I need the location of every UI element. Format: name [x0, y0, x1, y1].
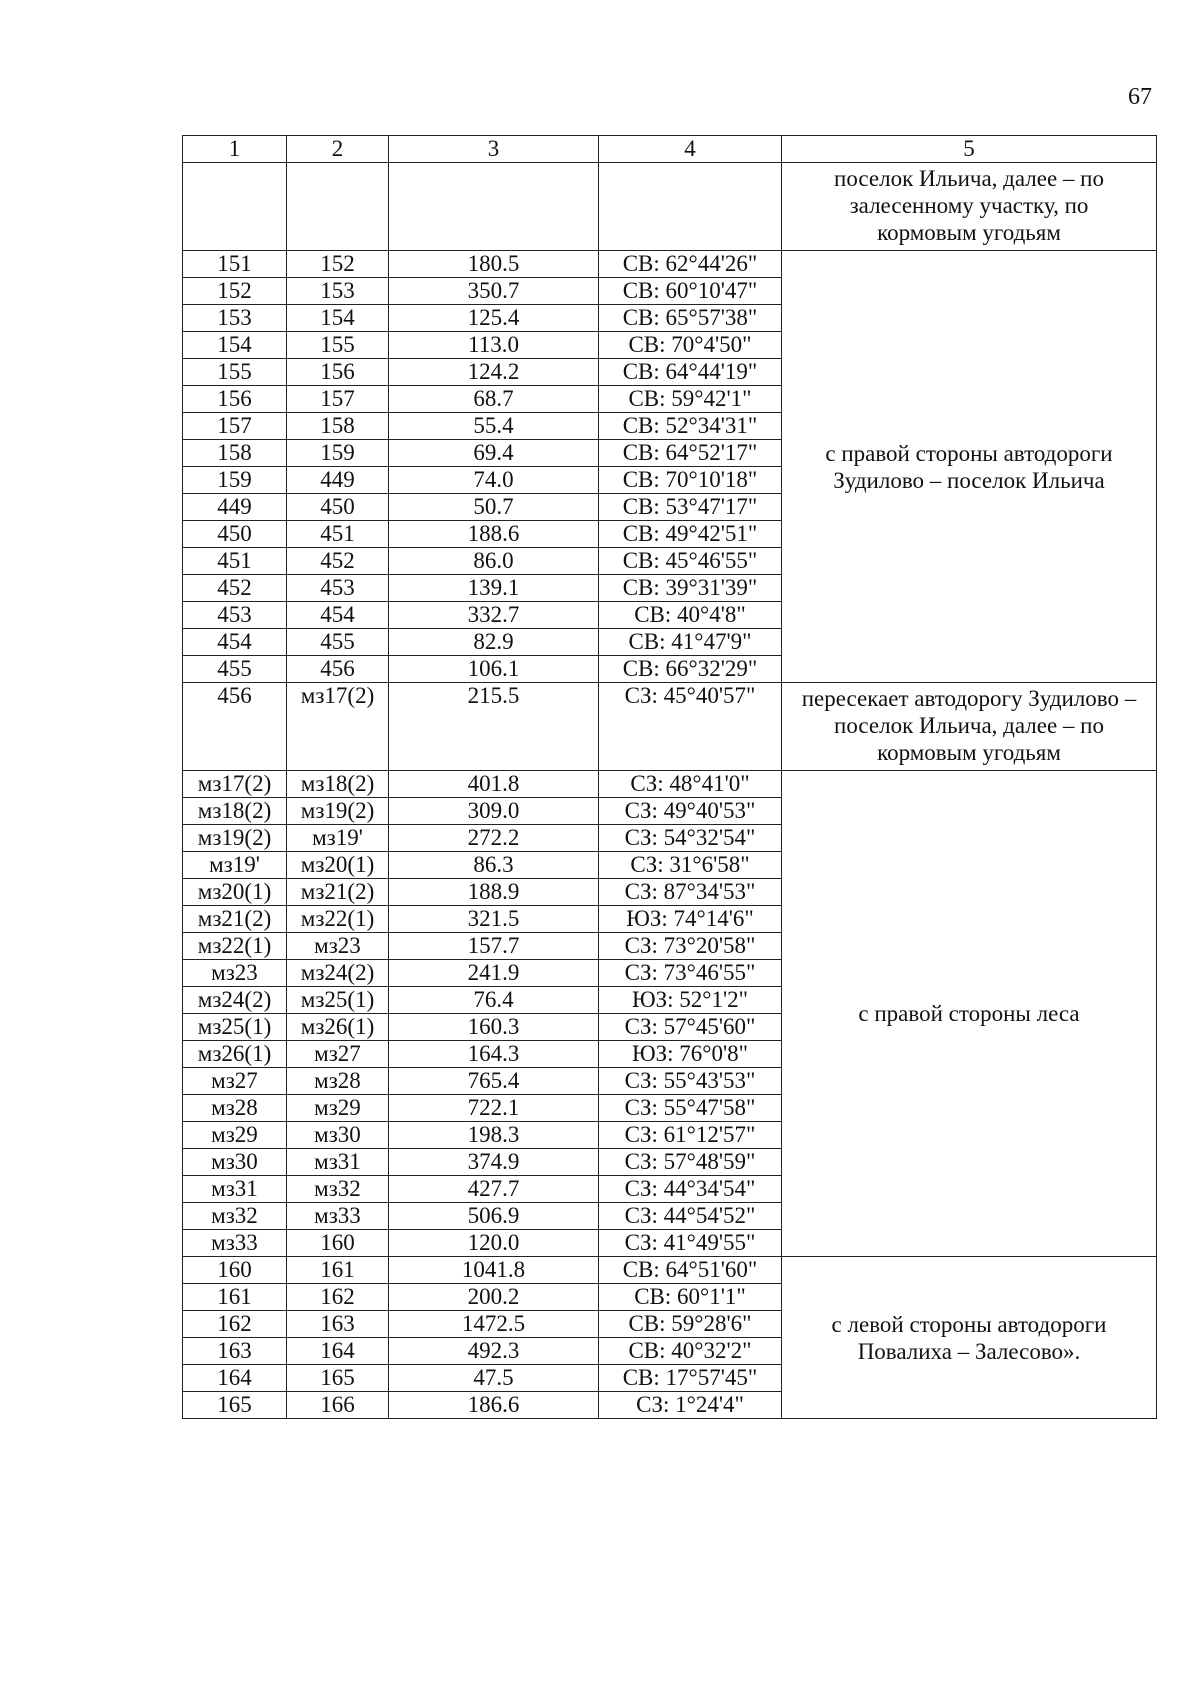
distance: 160.3: [389, 1014, 599, 1041]
to-point: мз29: [287, 1095, 389, 1122]
to-point: мз26(1): [287, 1014, 389, 1041]
to-point: мз25(1): [287, 987, 389, 1014]
distance: 321.5: [389, 906, 599, 933]
from-point: мз33: [183, 1230, 287, 1257]
from-point: 152: [183, 278, 287, 305]
distance: 106.1: [389, 656, 599, 683]
to-point: 166: [287, 1392, 389, 1419]
to-point: 153: [287, 278, 389, 305]
crossing-row: [183, 683, 1157, 771]
from-point: мз24(2): [183, 987, 287, 1014]
bearing: СЗ: 55°43'53": [599, 1068, 782, 1095]
from-point: 159: [183, 467, 287, 494]
distance: 69.4: [389, 440, 599, 467]
to-point: мз18(2): [287, 771, 389, 798]
to-point: мз19(2): [287, 798, 389, 825]
distance: 55.4: [389, 413, 599, 440]
distance: 332.7: [389, 602, 599, 629]
intro-description: поселок Ильича, далее – по залесенному участку, по кормовым угодьям: [782, 163, 1157, 251]
from-point: мз26(1): [183, 1041, 287, 1068]
column-header: 1: [183, 136, 287, 163]
from-point: мз28: [183, 1095, 287, 1122]
bearing: ЮЗ: 52°1'2": [599, 987, 782, 1014]
from-point: мз23: [183, 960, 287, 987]
distance: 1041.8: [389, 1257, 599, 1284]
distance: 157.7: [389, 933, 599, 960]
distance: 427.7: [389, 1176, 599, 1203]
from-point: мз30: [183, 1149, 287, 1176]
column-header: 4: [599, 136, 782, 163]
to-point: мз28: [287, 1068, 389, 1095]
bearing: СВ: 41°47'9": [599, 629, 782, 656]
distance: 82.9: [389, 629, 599, 656]
bearing: СВ: 65°57'38": [599, 305, 782, 332]
bearing: СВ: 40°4'8": [599, 602, 782, 629]
distance: 350.7: [389, 278, 599, 305]
distance: 76.4: [389, 987, 599, 1014]
from-point: 449: [183, 494, 287, 521]
bearing: СВ: 64°44'19": [599, 359, 782, 386]
distance: 125.4: [389, 305, 599, 332]
bearing: СЗ: 31°6'58": [599, 852, 782, 879]
distance: 86.0: [389, 548, 599, 575]
to-point: 159: [287, 440, 389, 467]
from-point: мз29: [183, 1122, 287, 1149]
bearing: СВ: 70°4'50": [599, 332, 782, 359]
bearing: ЮЗ: 74°14'6": [599, 906, 782, 933]
table-row: [183, 1257, 1157, 1284]
table-row: [183, 771, 1157, 798]
table-body: [183, 136, 1157, 1419]
distance: 50.7: [389, 494, 599, 521]
to-point: мз31: [287, 1149, 389, 1176]
bearing: СВ: 64°51'60": [599, 1257, 782, 1284]
from-point: 163: [183, 1338, 287, 1365]
distance: 124.2: [389, 359, 599, 386]
distance: 401.8: [389, 771, 599, 798]
column-header: 2: [287, 136, 389, 163]
bearing: СЗ: 61°12'57": [599, 1122, 782, 1149]
bearing: СЗ: 44°54'52": [599, 1203, 782, 1230]
from-point: мз17(2): [183, 771, 287, 798]
from-point: 162: [183, 1311, 287, 1338]
distance: 186.6: [389, 1392, 599, 1419]
bearing: СВ: 62°44'26": [599, 251, 782, 278]
to-point: мз32: [287, 1176, 389, 1203]
bearing: СВ: 59°42'1": [599, 386, 782, 413]
to-point: 452: [287, 548, 389, 575]
bearing: СЗ: 87°34'53": [599, 879, 782, 906]
to-point: 165: [287, 1365, 389, 1392]
from-point: 452: [183, 575, 287, 602]
from-point: 157: [183, 413, 287, 440]
to-point: 158: [287, 413, 389, 440]
to-point: мз21(2): [287, 879, 389, 906]
bearing: СВ: 59°28'6": [599, 1311, 782, 1338]
bearing: СЗ: 54°32'54": [599, 825, 782, 852]
distance: 241.9: [389, 960, 599, 987]
crossing-description: пересекает автодорогу Зудилово – поселок Ильича, далее – по кормовым угодьям: [782, 683, 1157, 771]
to-point: 157: [287, 386, 389, 413]
to-point: мз27: [287, 1041, 389, 1068]
distance: 1472.5: [389, 1311, 599, 1338]
to-point: 164: [287, 1338, 389, 1365]
distance: 120.0: [389, 1230, 599, 1257]
distance: 215.5: [389, 683, 599, 771]
bearing: СВ: 39°31'39": [599, 575, 782, 602]
from-point: 161: [183, 1284, 287, 1311]
from-point: 164: [183, 1365, 287, 1392]
to-point: мз17(2): [287, 683, 389, 771]
to-point: мз24(2): [287, 960, 389, 987]
boundary-table: [182, 135, 1157, 1419]
from-point: 156: [183, 386, 287, 413]
to-point: мз23: [287, 933, 389, 960]
from-point: 155: [183, 359, 287, 386]
header-row: [183, 136, 1157, 163]
from-point: мз19(2): [183, 825, 287, 852]
road-left-side-description: с левой стороны автодороги Повалиха – Залесово».: [782, 1257, 1157, 1419]
bearing: СВ: 52°34'31": [599, 413, 782, 440]
distance: 47.5: [389, 1365, 599, 1392]
to-point: 154: [287, 305, 389, 332]
to-point: мз33: [287, 1203, 389, 1230]
from-point: мз21(2): [183, 906, 287, 933]
bearing: СВ: 45°46'55": [599, 548, 782, 575]
distance: 198.3: [389, 1122, 599, 1149]
from-point: 453: [183, 602, 287, 629]
column-header: 3: [389, 136, 599, 163]
to-point: 155: [287, 332, 389, 359]
to-point: 160: [287, 1230, 389, 1257]
from-point: мз22(1): [183, 933, 287, 960]
from-point: 456: [183, 683, 287, 771]
bearing: СЗ: 55°47'58": [599, 1095, 782, 1122]
road-right-side-description: с правой стороны автодороги Зудилово – поселок Ильича: [782, 251, 1157, 683]
bearing: СВ: 40°32'2": [599, 1338, 782, 1365]
bearing: СВ: 53°47'17": [599, 494, 782, 521]
distance: 139.1: [389, 575, 599, 602]
bearing: СВ: 64°52'17": [599, 440, 782, 467]
bearing: СВ: 17°57'45": [599, 1365, 782, 1392]
distance: 113.0: [389, 332, 599, 359]
bearing: СЗ: 44°34'54": [599, 1176, 782, 1203]
to-point: 456: [287, 656, 389, 683]
forest-right-side-description: с правой стороны леса: [782, 771, 1157, 1257]
bearing: СЗ: 1°24'4": [599, 1392, 782, 1419]
page-number: 67: [1128, 84, 1152, 110]
distance: 309.0: [389, 798, 599, 825]
distance: 164.3: [389, 1041, 599, 1068]
from-point: 451: [183, 548, 287, 575]
to-point: 162: [287, 1284, 389, 1311]
distance: 188.6: [389, 521, 599, 548]
from-point: 158: [183, 440, 287, 467]
to-point: 454: [287, 602, 389, 629]
bearing: СЗ: 73°46'55": [599, 960, 782, 987]
from-point: 151: [183, 251, 287, 278]
to-point: 161: [287, 1257, 389, 1284]
column-header: 5: [782, 136, 1157, 163]
distance: 272.2: [389, 825, 599, 852]
bearing: СЗ: 57°45'60": [599, 1014, 782, 1041]
to-point: 450: [287, 494, 389, 521]
distance: 492.3: [389, 1338, 599, 1365]
to-point: мз30: [287, 1122, 389, 1149]
to-point: 449: [287, 467, 389, 494]
from-point: мз25(1): [183, 1014, 287, 1041]
bearing: СВ: 60°10'47": [599, 278, 782, 305]
to-point: мз22(1): [287, 906, 389, 933]
bearing: СВ: 66°32'29": [599, 656, 782, 683]
from-point: мз32: [183, 1203, 287, 1230]
bearing: СВ: 60°1'1": [599, 1284, 782, 1311]
from-point: мз18(2): [183, 798, 287, 825]
to-point: мз20(1): [287, 852, 389, 879]
from-point: 154: [183, 332, 287, 359]
to-point: 453: [287, 575, 389, 602]
bearing: ЮЗ: 76°0'8": [599, 1041, 782, 1068]
from-point: 450: [183, 521, 287, 548]
from-point: 165: [183, 1392, 287, 1419]
bearing: СЗ: 48°41'0": [599, 771, 782, 798]
bearing: СВ: 70°10'18": [599, 467, 782, 494]
to-point: 455: [287, 629, 389, 656]
distance: 722.1: [389, 1095, 599, 1122]
intro-row: [183, 163, 1157, 251]
distance: 374.9: [389, 1149, 599, 1176]
distance: 188.9: [389, 879, 599, 906]
from-point: 454: [183, 629, 287, 656]
bearing: СЗ: 73°20'58": [599, 933, 782, 960]
distance: 200.2: [389, 1284, 599, 1311]
distance: 74.0: [389, 467, 599, 494]
from-point: 153: [183, 305, 287, 332]
bearing: СЗ: 49°40'53": [599, 798, 782, 825]
from-point: мз31: [183, 1176, 287, 1203]
to-point: мз19': [287, 825, 389, 852]
to-point: 152: [287, 251, 389, 278]
bearing: СЗ: 45°40'57": [599, 683, 782, 771]
distance: 86.3: [389, 852, 599, 879]
from-point: мз19': [183, 852, 287, 879]
distance: 180.5: [389, 251, 599, 278]
distance: 506.9: [389, 1203, 599, 1230]
distance: 765.4: [389, 1068, 599, 1095]
table-row: [183, 251, 1157, 278]
bearing: СЗ: 41°49'55": [599, 1230, 782, 1257]
from-point: мз20(1): [183, 879, 287, 906]
bearing: СЗ: 57°48'59": [599, 1149, 782, 1176]
from-point: 160: [183, 1257, 287, 1284]
to-point: 156: [287, 359, 389, 386]
bearing: СВ: 49°42'51": [599, 521, 782, 548]
distance: 68.7: [389, 386, 599, 413]
from-point: мз27: [183, 1068, 287, 1095]
from-point: 455: [183, 656, 287, 683]
to-point: 451: [287, 521, 389, 548]
to-point: 163: [287, 1311, 389, 1338]
